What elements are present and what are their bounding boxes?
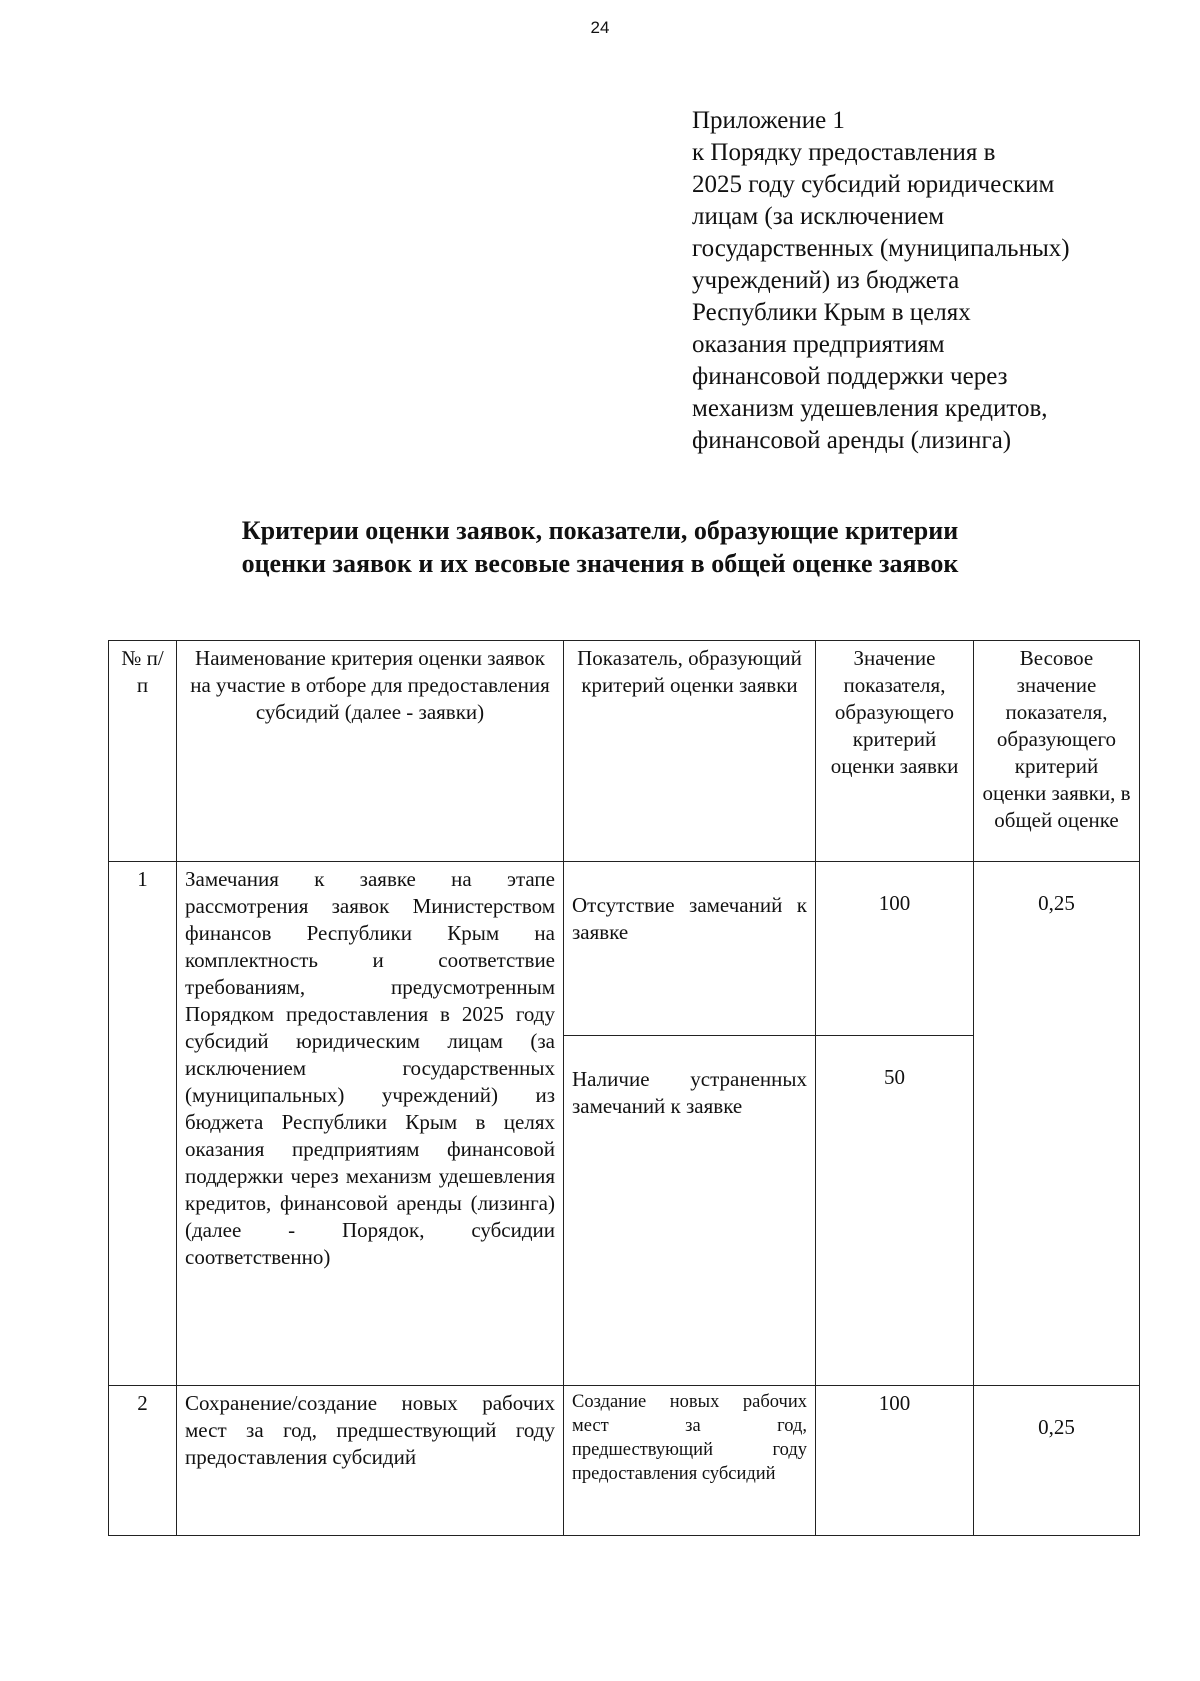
table-row xyxy=(109,862,1140,1036)
table-row xyxy=(109,1386,1140,1536)
indicator-value: 50 xyxy=(816,1036,974,1386)
header-weight: Весовое значение показателя, образующего критерий оценки заявки, в общей оценке xyxy=(974,641,1140,862)
annex-line: финансовой аренды (лизинга) xyxy=(692,427,1012,454)
header-num: № п/п xyxy=(109,641,177,862)
annex-heading xyxy=(692,105,1132,457)
weight-value: 0,25 xyxy=(974,1386,1140,1536)
annex-line: 2025 году субсидий юридическим xyxy=(692,171,1055,198)
annex-line: механизм удешевления кредитов, xyxy=(692,395,1048,422)
annex-line: лицам (за исключением xyxy=(692,203,945,230)
indicator-value: 100 xyxy=(816,862,974,1036)
row-number: 2 xyxy=(109,1386,177,1536)
page-number: 24 xyxy=(590,18,610,37)
header-indicator-value: Значение показателя, образующего критерий оценки заявки xyxy=(816,641,974,862)
header-criterion-name: Наименование критерия оценки заявок на участие в отборе для предоставления субсидий (далее - заявки) xyxy=(177,641,564,862)
document-title-line: Критерии оценки заявок, показатели, образующие критерии xyxy=(241,516,959,545)
table-header-row xyxy=(109,641,1140,862)
annex-line: учреждений) из бюджета xyxy=(692,267,960,294)
row-number: 1 xyxy=(109,862,177,1386)
document-title xyxy=(100,514,1100,580)
annex-line: Приложение 1 xyxy=(692,107,845,134)
header-indicator: Показатель, образующий критерий оценки заявки xyxy=(564,641,816,862)
criterion-name: Сохранение/создание новых рабочих мест за год, предшествующий году предоставления субсидий xyxy=(177,1386,564,1536)
annex-line: финансовой поддержки через xyxy=(692,363,1008,390)
indicator-value: 100 xyxy=(816,1386,974,1536)
indicator-text: Отсутствие замечаний к заявке xyxy=(564,862,816,1036)
criteria-table xyxy=(108,640,1140,1536)
indicator-text: Создание новых рабочих мест за год, предшествующий году предоставления субсидий xyxy=(564,1386,816,1536)
annex-line: Республики Крым в целях xyxy=(692,299,971,326)
annex-line: к Порядку предоставления в xyxy=(692,139,996,166)
document-title-line: оценки заявок и их весовые значения в общей оценке заявок xyxy=(241,549,959,578)
weight-value: 0,25 xyxy=(974,862,1140,1386)
annex-line: оказания предприятиям xyxy=(692,331,945,358)
annex-line: государственных (муниципальных) xyxy=(692,235,1070,262)
criterion-name: Замечания к заявке на этапе рассмотрения заявок Министерством финансов Республики Крым на комплектность и соответствие требованиям, предусмотренным Порядком предоставления в 2025 году субсидий юридическим лицам (за исключением государственных (муниципальных) учреждений) из бюджета Республики Крым в целях оказания предприятиям финансовой поддержки через механизм удешевления кредитов, финансовой аренды (лизинга) (далее - Порядок, субсидии соответственно) xyxy=(177,862,564,1386)
indicator-text: Наличие устраненных замечаний к заявке xyxy=(564,1036,816,1386)
